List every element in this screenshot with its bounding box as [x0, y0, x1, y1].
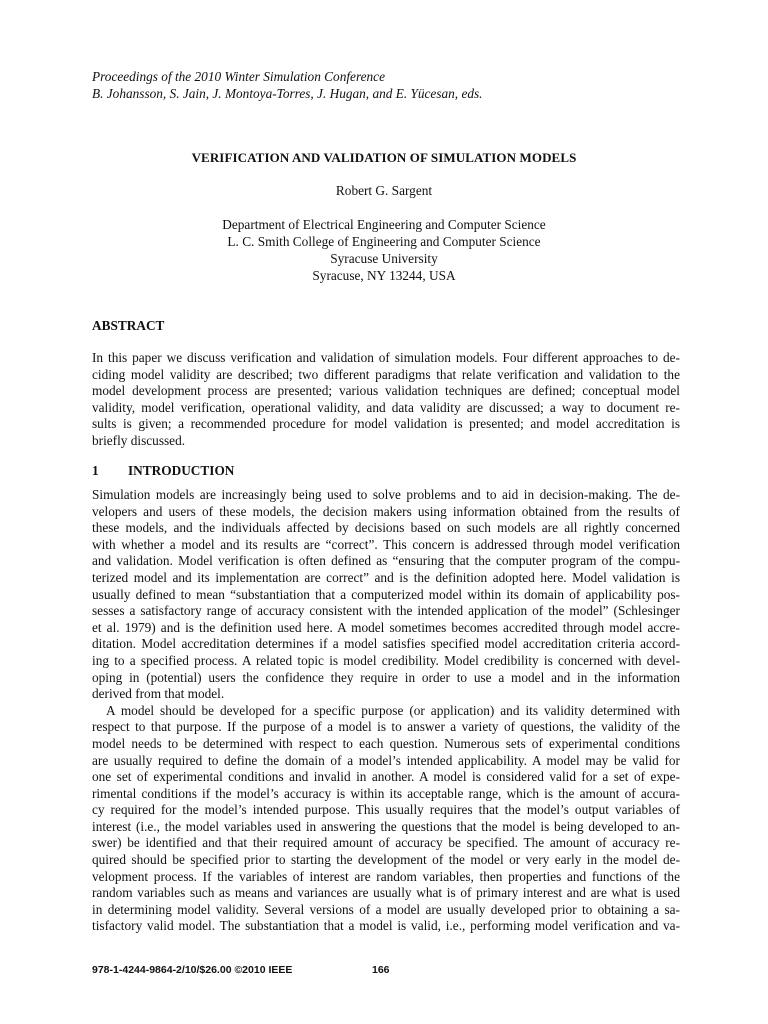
text-line: ciding model validity are described; two different paradigms that relate verification and validation to the [92, 366, 680, 382]
text-line: are usually required to define the domain of a model’s intended applicability. A model may be valid for [92, 752, 680, 768]
text-line: velopers and users of these models, the decision makers using information obtained from the results of [92, 503, 680, 519]
text-line: terized model and its implementation are correct” and is the definition adopted here. Model validation is [92, 569, 680, 585]
affiliation-line: Syracuse University [330, 251, 438, 266]
text-line: rimental conditions if the model’s accuracy is within its acceptable range, which is the amount of accura- [92, 785, 680, 801]
text-line: A model should be developed for a specific purpose (or application) and its validity determined with [106, 702, 680, 718]
page-number: 166 [372, 964, 390, 976]
text-line: interest (i.e., the model variables used in answering the questions that the model is being developed to an- [92, 818, 680, 834]
affiliation-block [0, 216, 768, 284]
text-line: sesses a satisfactory range of accuracy consistent with the intended application of the model” (Schlesinger [92, 603, 680, 619]
section-number: 1 [92, 463, 99, 478]
text-line: these models, and the individuals affected by decisions based on such models are all rightly concerned [92, 520, 680, 536]
introduction-body [92, 487, 680, 935]
text-line: respect to that purpose. If the purpose of a model is to answer a variety of questions, the validity of the [92, 719, 680, 735]
isbn-footer: 978-1-4244-9864-2/10/$26.00 ©2010 IEEE [92, 964, 293, 976]
paper-title: VERIFICATION AND VALIDATION OF SIMULATION MODELS [191, 150, 577, 165]
proceedings-header [92, 68, 692, 102]
text-line: ditation. Model accreditation determines if a model satisfies specified model accreditation criteria accord- [92, 636, 680, 652]
text-line: in determining model validity. Several versions of a model are usually developed prior to obtaining a sa- [92, 901, 680, 917]
text-line: validity, model verification, operational validity, and data validity are discussed; a way to document re- [92, 399, 680, 415]
text-line: velopment process. If the variables of interest are random variables, then properties and functions of the [92, 868, 680, 884]
affiliation-line: Syracuse, NY 13244, USA [312, 268, 456, 283]
text-line: briefly discussed. [92, 432, 186, 448]
text-line: model needs to be determined with respect to each question. Numerous sets of experimental conditions [92, 735, 680, 751]
introduction-heading: INTRODUCTION [128, 463, 235, 478]
abstract-heading: ABSTRACT [92, 318, 165, 333]
text-line: random variables such as means and variances are usually what is of primary interest and are what is used [92, 885, 680, 901]
text-line: oping in (potential) users the confidence they require in order to use a model and in the information [92, 669, 680, 685]
text-line: one set of experimental conditions and invalid in another. A model is considered valid for a set of expe- [92, 769, 680, 785]
text-line: tisfactory valid model. The substantiation that a model is valid, i.e., performing model verification and va- [92, 918, 680, 934]
affiliation-line: Department of Electrical Engineering and Computer Science [222, 217, 546, 232]
text-line: et al. 1979) and is the definition used here. A model sometimes becomes accredited through model accre- [92, 619, 680, 635]
editors-line: B. Johansson, S. Jain, J. Montoya-Torres, J. Hugan, and E. Yücesan, eds. [92, 86, 483, 101]
text-line: with whether a model and its results are “correct”. This concern is addressed through model verification [92, 536, 680, 552]
text-line: cy required for the model’s intended purpose. This usually requires that the model’s output variables of [92, 802, 680, 818]
text-line: In this paper we discuss verification and validation of simulation models. Four different approaches to de- [92, 350, 680, 365]
proceedings-line: Proceedings of the 2010 Winter Simulation Conference [92, 69, 385, 84]
text-line: derived from that model. [92, 686, 225, 702]
author-name: Robert G. Sargent [335, 183, 433, 198]
text-line: usually defined to mean “substantiation that a computerized model within its domain of applicability pos- [92, 586, 680, 602]
text-line: ing to a specified process. A related topic is model credibility. Model credibility is concerned with devel- [92, 652, 680, 668]
text-line: sults is given; a recommended procedure for model validation is presented; and model accreditation is [92, 416, 680, 432]
text-line: quired should be specified prior to starting the development of the model or very early in the model de- [92, 852, 680, 868]
text-line: and validation. Model verification is often defined as “ensuring that the computer program of the compu- [92, 553, 680, 569]
text-line: swer) be identified and that their required amount of accuracy be specified. The amount of accuracy re- [92, 835, 680, 851]
text-line: Simulation models are increasingly being used to solve problems and to aid in decision-making. The de- [92, 487, 680, 502]
text-line: model development process are presented; various validation techniques are defined; conceptual model [92, 383, 680, 399]
abstract-body [92, 350, 680, 450]
affiliation-line: L. C. Smith College of Engineering and Computer Science [227, 234, 541, 249]
